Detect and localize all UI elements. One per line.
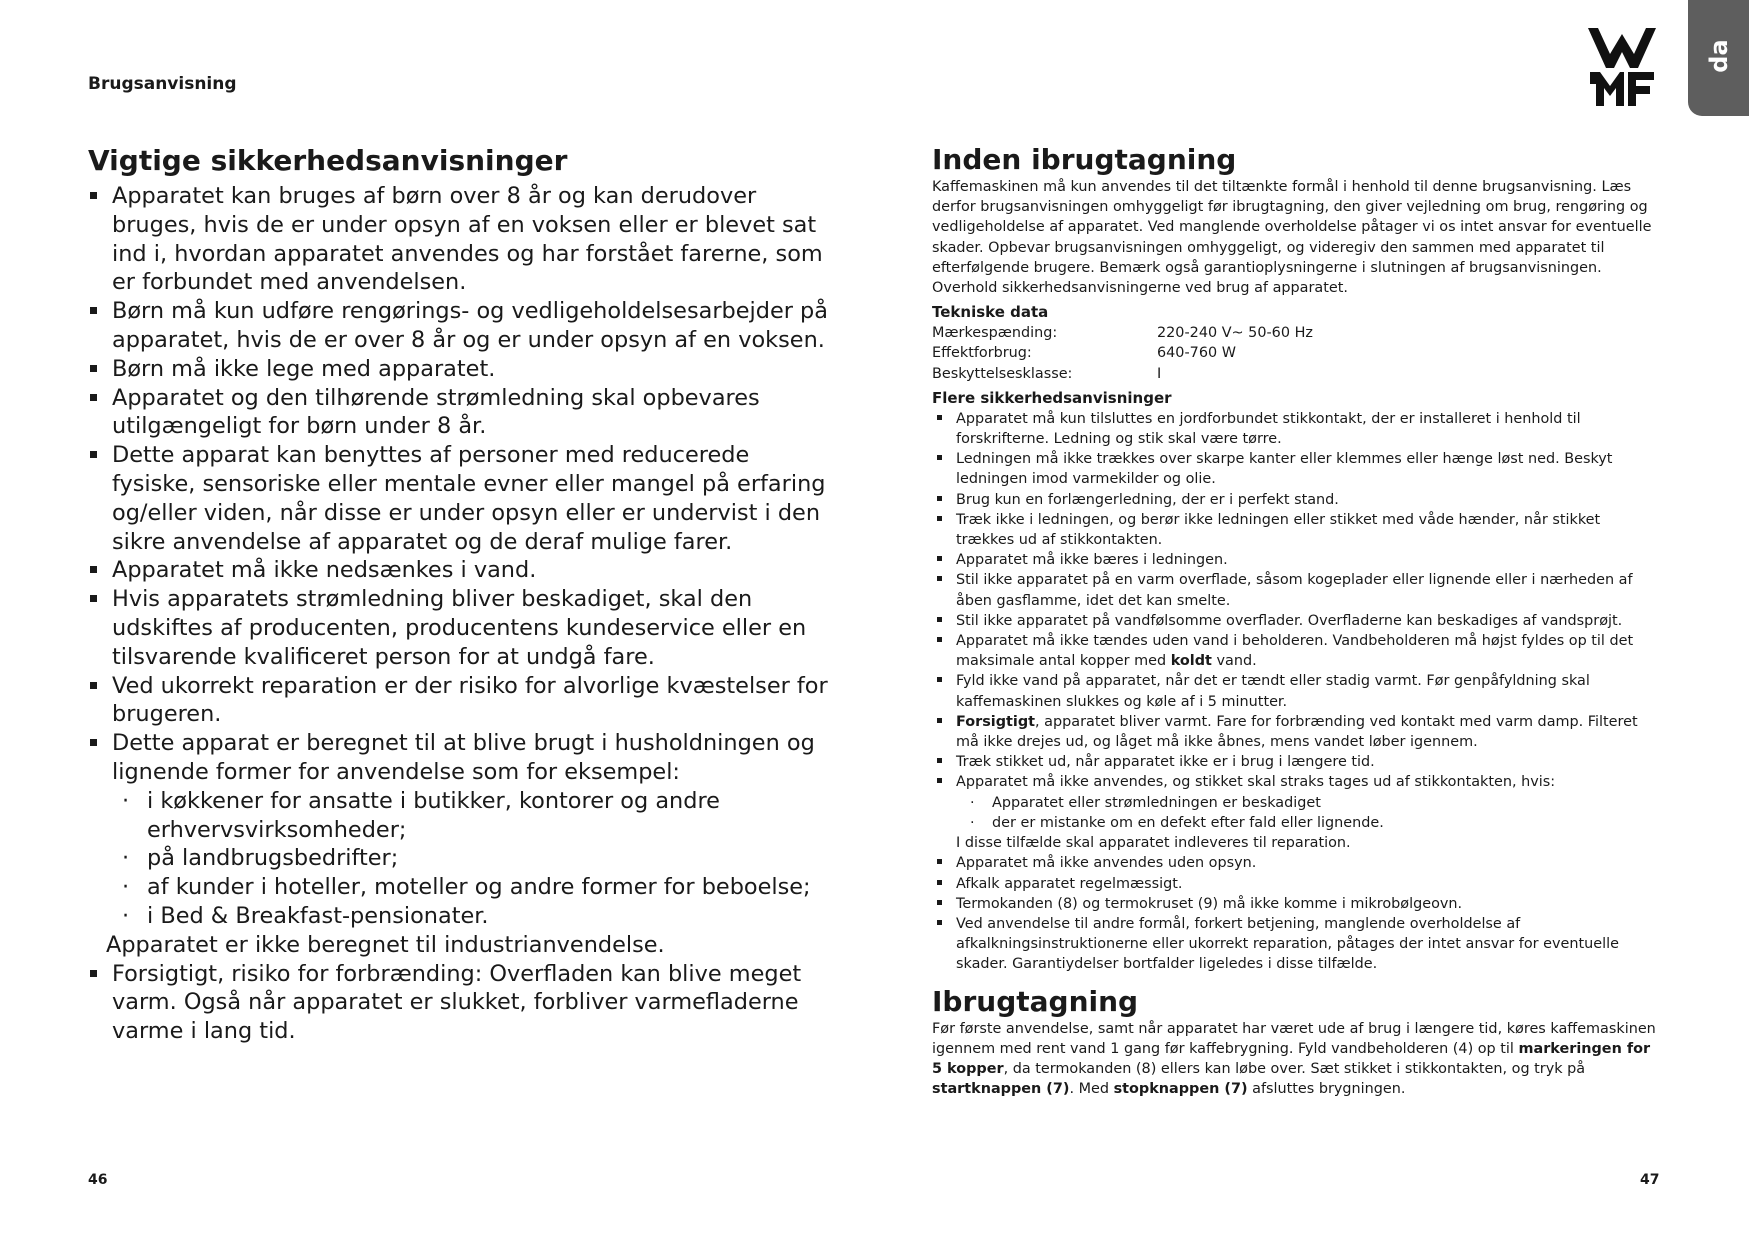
page-number-left: 46 — [88, 1172, 108, 1188]
list-item: Apparatet må ikke bæres i ledningen. — [932, 550, 1662, 570]
text-part: afsluttes brygningen. — [1247, 1081, 1406, 1098]
commissioning-heading: Ibrugtagning — [932, 984, 1139, 1018]
text-part: , da termokanden (8) ellers kan løbe over. Sæt stikket i stikkontakten, og tryk på — [1003, 1060, 1586, 1077]
safety-heading: Vigtige sikkerhedsanvisninger — [88, 144, 568, 177]
commissioning-paragraph — [932, 1019, 1662, 1100]
list-item: Apparatet må kun tilsluttes en jordforbundet stikkontakt, der er installeret i henhold til forskrifterne. Ledning og stik skal være tørre. — [932, 409, 1662, 449]
tech-value: 640-760 W — [1157, 345, 1236, 362]
left-column — [88, 144, 828, 1046]
list-item: Dette apparat kan benyttes af personer med reducerede fysiske, sensoriske eller mentale evner eller mangel på erfaring og/eller viden, når disse er under opsyn eller er undervist i den sikre anvendelse af apparatet og de deraf mulige farer. — [88, 441, 828, 556]
text-part: Apparatet må ikke tændes uden vand i beholderen. Vandbeholderen må højst fyldes op til det maksimale antal kopper med — [956, 633, 1634, 670]
list-item: Ved anvendelse til andre formål, forkert betjening, manglende overholdelse af afkalkningsinstruktionerne eller ukorrekt reparation, påtages der intet ansvar for eventuelle skader. Garantiydelser bortfalder ligeledes i disse tilfælde. — [932, 914, 1662, 975]
list-item: Brug kun en forlængerledning, der er i perfekt stand. — [932, 490, 1662, 510]
right-column — [932, 143, 1662, 1099]
table-row — [932, 343, 1313, 363]
more-safety-heading: Flere sikkerhedsanvisninger — [932, 388, 1172, 407]
list-item: Hvis apparatets strømledning bliver beskadiget, skal den udskiftes af producenten, producentens kundeservice eller en tilsvarende kvalificeret person for at undgå fare. — [88, 585, 828, 671]
text-part: vand. — [1211, 653, 1257, 670]
list-item-text: Dette apparat er beregnet til at blive brugt i husholdningen og lignende former for anvendelse som for eksempel: — [112, 730, 815, 785]
table-row — [932, 323, 1313, 343]
intro-paragraph: Kaffemaskinen må kun anvendes til det tiltænkte formål i henhold til denne brugsanvisning. Læs derfor brugsanvisningen omhyggeligt før ibrugtagning, den giver vejledning om brug, rengøring og vedligeholdelse af apparatet. Ved manglende overholdelse påtager vi os intet ansvar for eventuelle skader. Opbevar brugsanvisningen omhyggeligt, og videregiv den sammen med apparatet til efterfølgende brugere. Bemærk også garantioplysningerne i slutningen af brugsanvisningen. — [932, 179, 1652, 276]
list-item: Ledningen må ikke trækkes over skarpe kanter eller klemmes eller hænge løst ned. Beskyt ledningen imod varmekilder og olie. — [932, 449, 1662, 489]
tech-data-table — [932, 323, 1313, 384]
list-note: I disse tilfælde skal apparatet indleveres til reparation. — [956, 835, 1351, 852]
bold-part: stopknappen (7) — [1113, 1081, 1248, 1098]
bold-part: Forsigtigt — [956, 713, 1036, 730]
list-item: Fyld ikke vand på apparatet, når det er tændt eller stadig varmt. Før genpåfyldning skal kaffemaskinen slukkes og køle af i 5 minutter. — [932, 671, 1662, 711]
list-item: Apparatet kan bruges af børn over 8 år og kan derudover bruges, hvis de er under opsyn af en voksen eller er blevet sat ind i, hvordan apparatet anvendes og har forstået farerne, som er forbundet med anvendelsen. — [88, 182, 828, 297]
before-use-heading: Inden ibrugtagning — [932, 143, 1237, 176]
sub-list — [112, 787, 828, 931]
sub-list — [956, 793, 1662, 833]
sub-list-item: · af kunder i hoteller, moteller og andre former for beboelse; — [112, 873, 828, 902]
list-item: Apparatet må ikke anvendes uden opsyn. — [932, 853, 1662, 873]
list-item: Apparatet og den tilhørende strømledning skal opbevares utilgængeligt for børn under 8 år. — [88, 384, 828, 442]
bold-part: startknappen (7) — [932, 1081, 1070, 1098]
list-item-text: Apparatet må ikke anvendes, og stikket skal straks tages ud af stikkontakten, hvis: — [956, 774, 1556, 791]
list-item: Stil ikke apparatet på en varm overflade, såsom kogeplader eller lignende eller i nærheden af åben gasflamme, idet det kan smelte. — [932, 570, 1662, 610]
intro-note: Overhold sikkerhedsanvisningerne ved brug af apparatet. — [932, 280, 1348, 297]
text-part: . Med — [1069, 1081, 1114, 1098]
table-row — [932, 364, 1313, 384]
bold-part: koldt — [1170, 653, 1212, 670]
tech-key: Mærkespænding: — [932, 325, 1058, 342]
sub-list-item: · på landbrugsbedrifter; — [112, 844, 828, 873]
safety-list-end — [88, 960, 828, 1046]
list-item: Forsigtigt, risiko for forbrænding: Overfladen kan blive meget varm. Også når apparatet er slukket, forbliver varmefladerne varme i lang tid. — [88, 960, 828, 1046]
list-item — [932, 712, 1662, 752]
list-item: Træk ikke i ledningen, og berør ikke ledningen eller stikket med våde hænder, når stikket trækkes ud af stikkontakten. — [932, 510, 1662, 550]
list-item: Børn må kun udføre rengørings- og vedligeholdelsesarbejder på apparatet, hvis de er over 8 år og er under opsyn af en voksen. — [88, 297, 828, 355]
list-item — [88, 729, 828, 931]
language-tab-label: da — [1704, 39, 1733, 73]
sub-list-item: · der er mistanke om en defekt efter fald eller lignende. — [956, 813, 1662, 833]
list-item: Børn må ikke lege med apparatet. — [88, 355, 828, 384]
tech-key: Effektforbrug: — [932, 345, 1032, 362]
header-title: Brugsanvisning — [88, 74, 237, 94]
text-part: , apparatet bliver varmt. Fare for forbrænding ved kontakt med varm damp. Filteret må ikke drejes ud, og låget må ikke åbnes, mens vandet løber igennem. — [956, 713, 1638, 751]
more-safety-list — [932, 409, 1662, 975]
safety-list — [88, 182, 828, 931]
list-item: Termokanden (8) og termokruset (9) må ikke komme i mikrobølgeovn. — [932, 894, 1662, 914]
industrial-note: Apparatet er ikke beregnet til industrianvendelse. — [106, 931, 665, 958]
list-item: Afkalk apparatet regelmæssigt. — [932, 874, 1662, 894]
page-number-right: 47 — [1640, 1172, 1660, 1188]
sub-list-item: · i Bed & Breakfast-pensionater. — [112, 902, 828, 931]
tech-data-heading: Tekniske data — [932, 303, 1049, 322]
language-tab[interactable] — [1688, 0, 1749, 116]
tech-value: 220-240 V~ 50-60 Hz — [1157, 325, 1313, 342]
tech-value: I — [1157, 365, 1162, 382]
list-item — [932, 772, 1662, 853]
list-item: Ved ukorrekt reparation er der risiko for alvorlige kvæstelser for brugeren. — [88, 672, 828, 730]
list-item: Apparatet må ikke nedsænkes i vand. — [88, 556, 828, 585]
text-part: Før første anvendelse, samt når apparatet har været ude af brug i længere tid, køres kaffemaskinen igennem med rent vand 1 gang før kaffebrygning. Fyld vandbeholderen (4) op til — [932, 1020, 1656, 1057]
list-item — [932, 631, 1662, 671]
wmf-logo — [1588, 28, 1656, 106]
bold-part: markeringen for 5 kopper — [932, 1040, 1651, 1077]
sub-list-item: · Apparatet eller strømledningen er beskadiget — [956, 793, 1662, 813]
list-item: Stil ikke apparatet på vandfølsomme overflader. Overfladerne kan beskadiges af vandsprøjt. — [932, 611, 1662, 631]
sub-list-item: · i køkkener for ansatte i butikker, kontorer og andre erhvervsvirksomheder; — [112, 787, 828, 845]
tech-key: Beskyttelsesklasse: — [932, 365, 1073, 382]
list-item: Træk stikket ud, når apparatet ikke er i brug i længere tid. — [932, 752, 1662, 772]
